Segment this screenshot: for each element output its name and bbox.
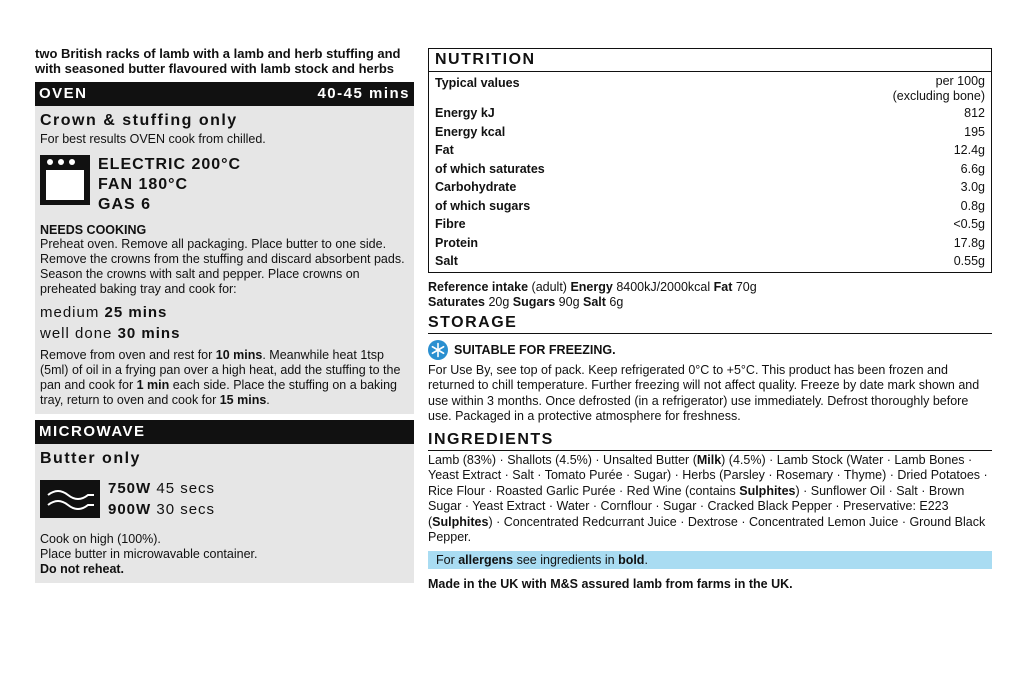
allergen-milk: Milk (696, 452, 722, 467)
allergen-text-2: see ingredients in (513, 552, 619, 567)
oven-heading: OVEN (39, 85, 88, 102)
oven-panel (35, 106, 414, 414)
nutrition-header-values (893, 74, 985, 104)
nutrient-label: Energy kJ (435, 106, 495, 120)
ingredients-text (428, 453, 992, 546)
ref-bold-4: Saturates (428, 294, 485, 309)
freezing-row (428, 340, 992, 360)
nutrient-value: <0.5g (953, 217, 985, 231)
oven-time: 40-45 mins (317, 85, 410, 102)
nutrition-title: NUTRITION (429, 49, 991, 72)
oven-temps (98, 155, 241, 215)
ingredients-part-4: ) · Concentrated Redcurrant Juice · Dextrose · Concentrated Lemon Juice · Ground Black Pepper. (428, 514, 986, 544)
nutrient-label: Protein (435, 235, 479, 250)
oven-after-instructions (40, 348, 409, 408)
snowflake-icon (428, 340, 448, 360)
nutrient-label: Fat (435, 143, 454, 157)
nutrient-value: 3.0g (960, 180, 985, 194)
nutrition-row (429, 123, 991, 142)
power-750: 750W (108, 480, 152, 497)
ref-text-1: (adult) (528, 279, 571, 294)
nutrition-row (429, 141, 991, 160)
allergen-bold-1: allergens (458, 552, 514, 567)
temp-gas: GAS 6 (98, 196, 152, 213)
nutrient-value: 6.6g (960, 161, 985, 176)
oven-subtitle: Crown & stuffing only (40, 112, 238, 129)
microwave-750 (108, 478, 215, 499)
nutrition-row (429, 104, 991, 123)
welldone-label: well done (40, 325, 113, 342)
nutrient-value: 12.4g (953, 143, 985, 157)
after-bold-2: 1 min (136, 378, 170, 392)
allergen-sulphites: Sulphites (739, 483, 796, 498)
ref-text-4: 20g (484, 294, 513, 309)
allergen-advice (428, 551, 992, 569)
origin-statement: Made in the UK with M&S assured lamb from farms in the UK. (428, 576, 793, 591)
nutrient-value: 17.8g (953, 235, 985, 250)
welldone-time-row (40, 323, 409, 344)
microwave-power-row (40, 478, 409, 520)
microwave-times (108, 478, 215, 520)
ref-bold-2: Energy (570, 279, 613, 294)
nutrient-value: 195 (964, 124, 985, 139)
cooking-column (35, 46, 414, 583)
freezing-label: SUITABLE FOR FREEZING. (454, 342, 616, 357)
microwave-900 (108, 499, 215, 520)
nutrition-row (429, 197, 991, 216)
welldone-time: 30 mins (117, 325, 181, 342)
ref-bold-6: Salt (583, 294, 606, 309)
allergen-sulphites: Sulphites (432, 514, 489, 529)
after-bold-1: 10 mins (215, 348, 263, 362)
after-bold-3: 15 mins (219, 393, 267, 407)
after-text-2: . Meanwhile heat 1tsp (5ml) of oil in a frying pan over a high heat, add the stuffing to the pan and cook for (40, 348, 401, 392)
nutrient-label: of which saturates (435, 161, 545, 176)
ref-bold-3: Fat (713, 279, 733, 294)
oven-instructions: Preheat oven. Remove all packaging. Place butter to one side. Remove the crowns from the stuffing and discard absorbent pads. Season the crowns with salt and pepper. Place crowns on preheated baking tray and cook for: (40, 237, 405, 296)
nutrient-label: Energy kcal (435, 124, 506, 139)
ingredients-title: INGREDIENTS (428, 431, 992, 451)
nutrient-value: 0.55g (953, 254, 985, 268)
ref-text-5: 90g (555, 294, 583, 309)
microwave-line-1: Cook on high (100%). (40, 532, 161, 546)
product-description: two British racks of lamb with a lamb and herb stuffing and with seasoned butter flavoured with lamb stock and herbs (35, 46, 401, 76)
nutrition-row (429, 215, 991, 234)
temp-fan: FAN 180°C (98, 176, 189, 193)
medium-time: 25 mins (104, 304, 168, 321)
nutrition-row (429, 234, 991, 253)
per-100g: per 100g (935, 74, 985, 88)
nutrition-row (429, 252, 991, 272)
nutrient-label: of which sugars (435, 198, 531, 213)
nutrition-row (429, 160, 991, 179)
ref-text-6: 6g (605, 294, 624, 309)
time-750: 45 secs (156, 480, 216, 497)
storage-title: STORAGE (428, 314, 992, 334)
ref-text-3: 70g (732, 279, 757, 294)
ingredients-part-1: Lamb (83%) · Shallots (4.5%) · Unsalted Butter ( (428, 452, 697, 467)
nutrient-label: Carbohydrate (435, 180, 517, 194)
microwave-line-2: Place butter in microwavable container. (40, 547, 258, 561)
temp-electric: ELECTRIC 200°C (98, 156, 242, 173)
info-column (428, 48, 992, 591)
oven-icon (40, 155, 90, 205)
storage-text: For Use By, see top of pack. Keep refrigerated 0°C to +5°C. This product has been frozen and returned to chill temperature. Further freezing will not affect quality. Freeze by date mark shown and use within 3 months. Once defrosted (in a refrigerator) use immediately. Defrost thoroughly before use. Packaged in a protective atmosphere for freshness. (428, 362, 980, 423)
reference-intake (428, 280, 992, 310)
microwave-header (35, 420, 414, 444)
ref-text-2: 8400kJ/2000kcal (612, 279, 714, 294)
after-text-4: . (266, 393, 270, 407)
nutrition-header-label: Typical values (435, 76, 520, 90)
microwave-line-3: Do not reheat. (40, 562, 125, 576)
nutrient-value: 0.8g (960, 198, 985, 213)
nutrient-value: 812 (964, 106, 985, 120)
after-text-1: Remove from oven and rest for (40, 348, 216, 362)
microwave-icon (40, 480, 100, 518)
oven-temps-row (40, 155, 409, 215)
nutrition-header-row (429, 72, 991, 104)
ref-bold-1: Reference intake (428, 279, 529, 294)
ingredients-part-3: ) · Sunflower Oil · Salt · Brown Sugar · Yeast Extract · Water · Cornflour · Sugar · Cracked Black Pepper · Preservative: E223 ( (428, 483, 965, 529)
ref-bold-5: Sugars (512, 294, 556, 309)
medium-time-row (40, 302, 409, 323)
ingredients-part-2: ) (4.5%) · Lamb Stock (Water · Lamb Bones · Yeast Extract · Salt · Tomato Purée · Sugar) · Herbs (Parsley · Rosemary · Thyme) · Dried Potatoes · Rice Flour · Roasted Garlic Purée · Red Wine (contains (428, 452, 988, 498)
allergen-text-1: For (436, 552, 459, 567)
medium-label: medium (40, 304, 100, 321)
microwave-subtitle: Butter only (40, 450, 141, 467)
power-900: 900W (108, 501, 152, 518)
oven-header (35, 82, 414, 106)
oven-tip: For best results OVEN cook from chilled. (40, 132, 266, 146)
excluding-bone: (excluding bone) (892, 89, 985, 103)
nutrition-row (429, 178, 991, 197)
microwave-heading: MICROWAVE (39, 423, 146, 440)
time-900: 30 secs (156, 501, 216, 518)
allergen-text-3: . (644, 552, 648, 567)
nutrition-table (428, 48, 992, 273)
nutrient-label: Salt (435, 254, 458, 268)
nutrient-label: Fibre (435, 217, 466, 231)
allergen-bold-2: bold (618, 552, 645, 567)
microwave-panel (35, 444, 414, 583)
after-text-3: each side. Place the stuffing on a baking tray, return to oven and cook for (40, 378, 397, 407)
needs-cooking: NEEDS COOKING (40, 223, 147, 237)
